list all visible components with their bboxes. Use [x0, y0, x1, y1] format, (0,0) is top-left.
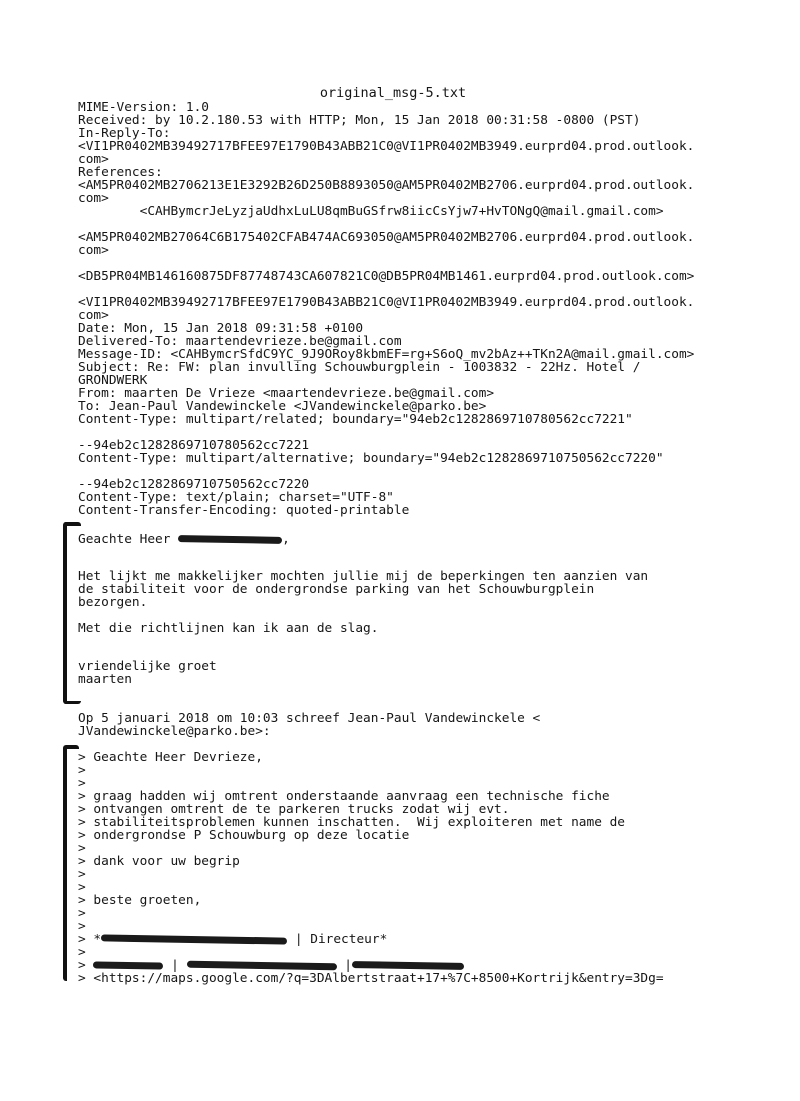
body-line: vriendelijke groet — [78, 659, 217, 674]
quoted-line: > stabiliteitsproblemen kunnen inschatten. Wij exploiteren met name de — [78, 815, 626, 830]
quoted-line: > dank voor uw begrip — [78, 854, 240, 869]
redaction-mark — [352, 961, 464, 970]
body-line: de stabiliteit voor de ondergrondse parking van het Schouwburgplein — [78, 582, 595, 597]
header-line: com> — [78, 191, 109, 206]
body-line: bezorgen. — [78, 595, 148, 610]
header-line: Content-Type: multipart/alternative; boundary="94eb2c1282869710750562cc7220" — [78, 451, 664, 466]
body-line: Met die richtlijnen kan ik aan de slag. — [78, 621, 379, 636]
quoted-line: > ondergrondse P Schouwburg op deze locatie — [78, 828, 410, 843]
reply-intro-line: Op 5 januari 2018 om 10:03 schreef Jean-Paul Vandewinckele < — [78, 711, 541, 726]
header-line: To: Jean-Paul Vandewinckele <JVandewinckele@parko.be> — [78, 399, 487, 414]
header-line: Received: by 10.2.180.53 with HTTP; Mon, 15 Jan 2018 00:31:58 -0800 (PST) — [78, 113, 641, 128]
greeting-prefix: Geachte Heer — [78, 532, 179, 547]
quoted-line: > — [78, 867, 86, 882]
header-line: Message-ID: <CAHBymcrSfdC9YC_9J9ORoy8kbmEF=rg+S6oQ_mv2bAz++TKn2A@mail.gmail.com> — [78, 347, 695, 362]
quoted-line: > beste groeten, — [78, 893, 202, 908]
header-line: References: — [78, 165, 163, 180]
greeting-line — [78, 533, 290, 546]
header-line: <VI1PR0402MB39492717BFEE97E1790B43ABB21C0@VI1PR0402MB3949.eurprd04.prod.outlook. — [78, 295, 695, 310]
address-prefix: > — [78, 958, 94, 973]
header-line: Content-Type: text/plain; charset="UTF-8" — [78, 490, 394, 505]
quoted-line: > ontvangen omtrent de te parkeren trucks zodat wij evt. — [78, 802, 510, 817]
header-line: Subject: Re: FW: plan invulling Schouwburgplein - 1003832 - 22Hz. Hotel / — [78, 360, 641, 375]
header-line: --94eb2c1282869710780562cc7221 — [78, 438, 310, 453]
header-line: Content-Transfer-Encoding: quoted-printable — [78, 503, 410, 518]
header-line: MIME-Version: 1.0 — [78, 100, 209, 115]
redaction-mark — [93, 961, 163, 969]
reply-intro-line: JVandewinckele@parko.be>: — [78, 724, 271, 739]
header-line: com> — [78, 243, 109, 258]
quoted-line: > — [78, 880, 86, 895]
header-line: Content-Type: multipart/related; boundary="94eb2c1282869710780562cc7221" — [78, 412, 633, 427]
header-line: <AM5PR0402MB27064C6B175402CFAB474AC693050@AM5PR0402MB2706.eurprd04.prod.outlook. — [78, 230, 695, 245]
quoted-line: > Geachte Heer Devrieze, — [78, 750, 263, 765]
header-line: <CAHBymcrJeLyzjaUdhxLuLU8qmBuGSfrw8iicCsYjw7+HvTONgQ@mail.gmail.com> — [78, 204, 664, 219]
quoted-line: > — [78, 763, 86, 778]
redaction-mark — [186, 961, 336, 971]
quoted-line: > — [78, 945, 86, 960]
quoted-line: > <https://maps.google.com/?q=3DAlbertstraat+17+%7C+8500+Kortrijk&entry=3Dg= — [78, 971, 664, 986]
greeting-suffix: , — [282, 532, 290, 547]
header-line: GRONDWERK — [78, 373, 148, 388]
header-line: From: maarten De Vrieze <maartendevrieze.be@gmail.com> — [78, 386, 495, 401]
header-line: <DB5PR04MB146160875DF87748743CA607821C0@DB5PR04MB1461.eurprd04.prod.outlook.com> — [78, 269, 695, 284]
quoted-line: > — [78, 906, 86, 921]
header-line: com> — [78, 308, 109, 323]
body-line: Het lijkt me makkelijker mochten jullie mij de beperkingen ten aanzien van — [78, 569, 649, 584]
document-title: original_msg-5.txt — [319, 85, 467, 101]
header-line: In-Reply-To: — [78, 126, 171, 141]
header-line: <VI1PR0402MB39492717BFEE97E1790B43ABB21C0@VI1PR0402MB3949.eurprd04.prod.outlook. — [78, 139, 695, 154]
quoted-line: > graag hadden wij omtrent onderstaande aanvraag een technische fiche — [78, 789, 610, 804]
redaction-mark — [178, 535, 282, 544]
quoted-line: > — [78, 919, 86, 934]
address-separator: | — [336, 958, 352, 973]
signature-line — [78, 933, 387, 946]
signature-prefix: > * — [78, 932, 102, 947]
signature-role: | Directeur* — [287, 932, 388, 947]
body-line: maarten — [78, 672, 132, 687]
header-line: Delivered-To: maartendevrieze.be@gmail.com — [78, 334, 402, 349]
redaction-mark — [101, 934, 287, 944]
address-separator: | — [163, 958, 187, 973]
header-line: com> — [78, 152, 109, 167]
quoted-line: > — [78, 776, 86, 791]
handwritten-bracket — [63, 745, 79, 981]
header-line: Date: Mon, 15 Jan 2018 09:31:58 +0100 — [78, 321, 364, 336]
header-line: <AM5PR0402MB2706213E1E3292B26D250B8893050@AM5PR0402MB2706.eurprd04.prod.outlook. — [78, 178, 695, 193]
quoted-line: > — [78, 841, 86, 856]
header-line: --94eb2c1282869710750562cc7220 — [78, 477, 310, 492]
